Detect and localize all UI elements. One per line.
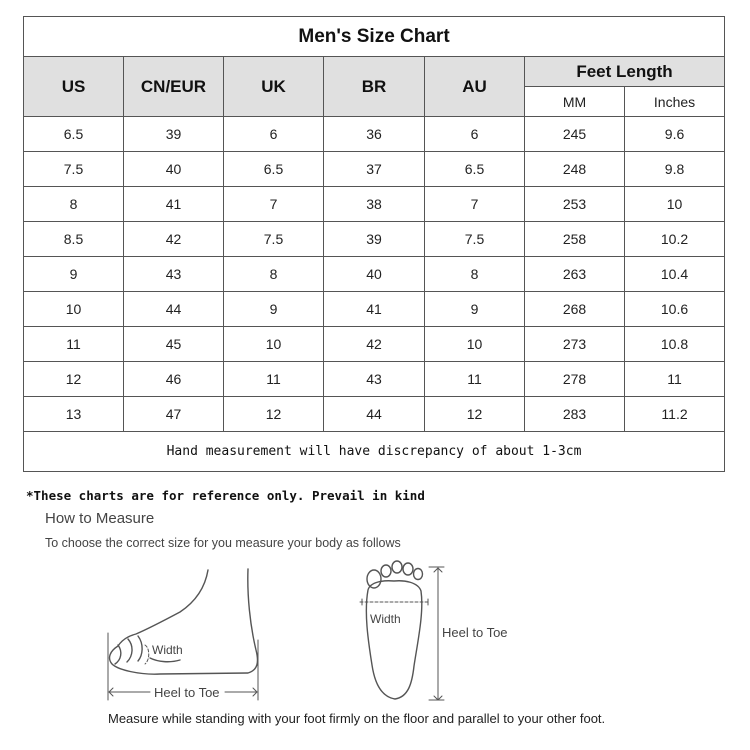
- cell-mm: 263: [525, 257, 625, 292]
- header-au: AU: [425, 57, 525, 117]
- cell-inches: 9.8: [625, 152, 725, 187]
- cell-au: 10: [425, 327, 525, 362]
- cell-cn-eur: 45: [124, 327, 224, 362]
- cell-uk: 7: [224, 187, 324, 222]
- cell-br: 43: [324, 362, 425, 397]
- cell-au: 8: [425, 257, 525, 292]
- cell-uk: 6.5: [224, 152, 324, 187]
- cell-us: 7.5: [24, 152, 124, 187]
- cell-us: 12: [24, 362, 124, 397]
- cell-cn-eur: 42: [124, 222, 224, 257]
- chart-note: Hand measurement will have discrepancy of about 1-3cm: [24, 432, 725, 472]
- cell-uk: 12: [224, 397, 324, 432]
- cell-uk: 8: [224, 257, 324, 292]
- cell-inches: 10: [625, 187, 725, 222]
- reference-note: *These charts are for reference only. Prevail in kind: [26, 488, 425, 503]
- cell-cn-eur: 40: [124, 152, 224, 187]
- top-width-label: Width: [370, 612, 401, 626]
- cell-br: 37: [324, 152, 425, 187]
- cell-us: 10: [24, 292, 124, 327]
- top-length-label: Heel to Toe: [442, 625, 508, 640]
- side-width-label: Width: [152, 643, 183, 657]
- cell-cn-eur: 46: [124, 362, 224, 397]
- cell-au: 6: [425, 117, 525, 152]
- cell-us: 11: [24, 327, 124, 362]
- cell-br: 39: [324, 222, 425, 257]
- cell-cn-eur: 39: [124, 117, 224, 152]
- header-mm: MM: [525, 87, 625, 117]
- cell-au: 7.5: [425, 222, 525, 257]
- cell-br: 40: [324, 257, 425, 292]
- cell-cn-eur: 44: [124, 292, 224, 327]
- header-inches: Inches: [625, 87, 725, 117]
- cell-us: 9: [24, 257, 124, 292]
- cell-mm: 273: [525, 327, 625, 362]
- cell-au: 6.5: [425, 152, 525, 187]
- cell-us: 13: [24, 397, 124, 432]
- cell-inches: 10.8: [625, 327, 725, 362]
- cell-inches: 11.2: [625, 397, 725, 432]
- cell-cn-eur: 41: [124, 187, 224, 222]
- cell-br: 42: [324, 327, 425, 362]
- cell-uk: 11: [224, 362, 324, 397]
- cell-uk: 9: [224, 292, 324, 327]
- cell-br: 44: [324, 397, 425, 432]
- cell-br: 38: [324, 187, 425, 222]
- chart-title: Men's Size Chart: [24, 17, 725, 57]
- measure-instruction: Measure while standing with your foot firmly on the floor and parallel to your other foot.: [108, 711, 606, 726]
- header-br: BR: [324, 57, 425, 117]
- header-feet-length: Feet Length: [525, 57, 725, 87]
- cell-uk: 6: [224, 117, 324, 152]
- cell-inches: 10.2: [625, 222, 725, 257]
- cell-au: 9: [425, 292, 525, 327]
- cell-cn-eur: 47: [124, 397, 224, 432]
- foot-side-view-icon: [108, 569, 258, 700]
- cell-us: 8: [24, 187, 124, 222]
- cell-inches: 11: [625, 362, 725, 397]
- cell-uk: 7.5: [224, 222, 324, 257]
- foot-top-view-icon: [360, 561, 444, 700]
- cell-mm: 248: [525, 152, 625, 187]
- cell-mm: 253: [525, 187, 625, 222]
- cell-us: 8.5: [24, 222, 124, 257]
- cell-br: 36: [324, 117, 425, 152]
- cell-uk: 10: [224, 327, 324, 362]
- cell-au: 12: [425, 397, 525, 432]
- cell-inches: 10.4: [625, 257, 725, 292]
- cell-inches: 10.6: [625, 292, 725, 327]
- cell-mm: 258: [525, 222, 625, 257]
- cell-cn-eur: 43: [124, 257, 224, 292]
- header-cn-eur: CN/EUR: [124, 57, 224, 117]
- cell-au: 11: [425, 362, 525, 397]
- cell-br: 41: [324, 292, 425, 327]
- how-to-measure-subtitle: To choose the correct size for you measure your body as follows: [45, 536, 401, 550]
- header-uk: UK: [224, 57, 324, 117]
- side-length-label: Heel to Toe: [154, 685, 220, 700]
- cell-us: 6.5: [24, 117, 124, 152]
- cell-inches: 9.6: [625, 117, 725, 152]
- cell-mm: 268: [525, 292, 625, 327]
- cell-mm: 278: [525, 362, 625, 397]
- how-to-measure-title: How to Measure: [45, 510, 155, 527]
- cell-au: 7: [425, 187, 525, 222]
- cell-mm: 283: [525, 397, 625, 432]
- header-us: US: [24, 57, 124, 117]
- cell-mm: 245: [525, 117, 625, 152]
